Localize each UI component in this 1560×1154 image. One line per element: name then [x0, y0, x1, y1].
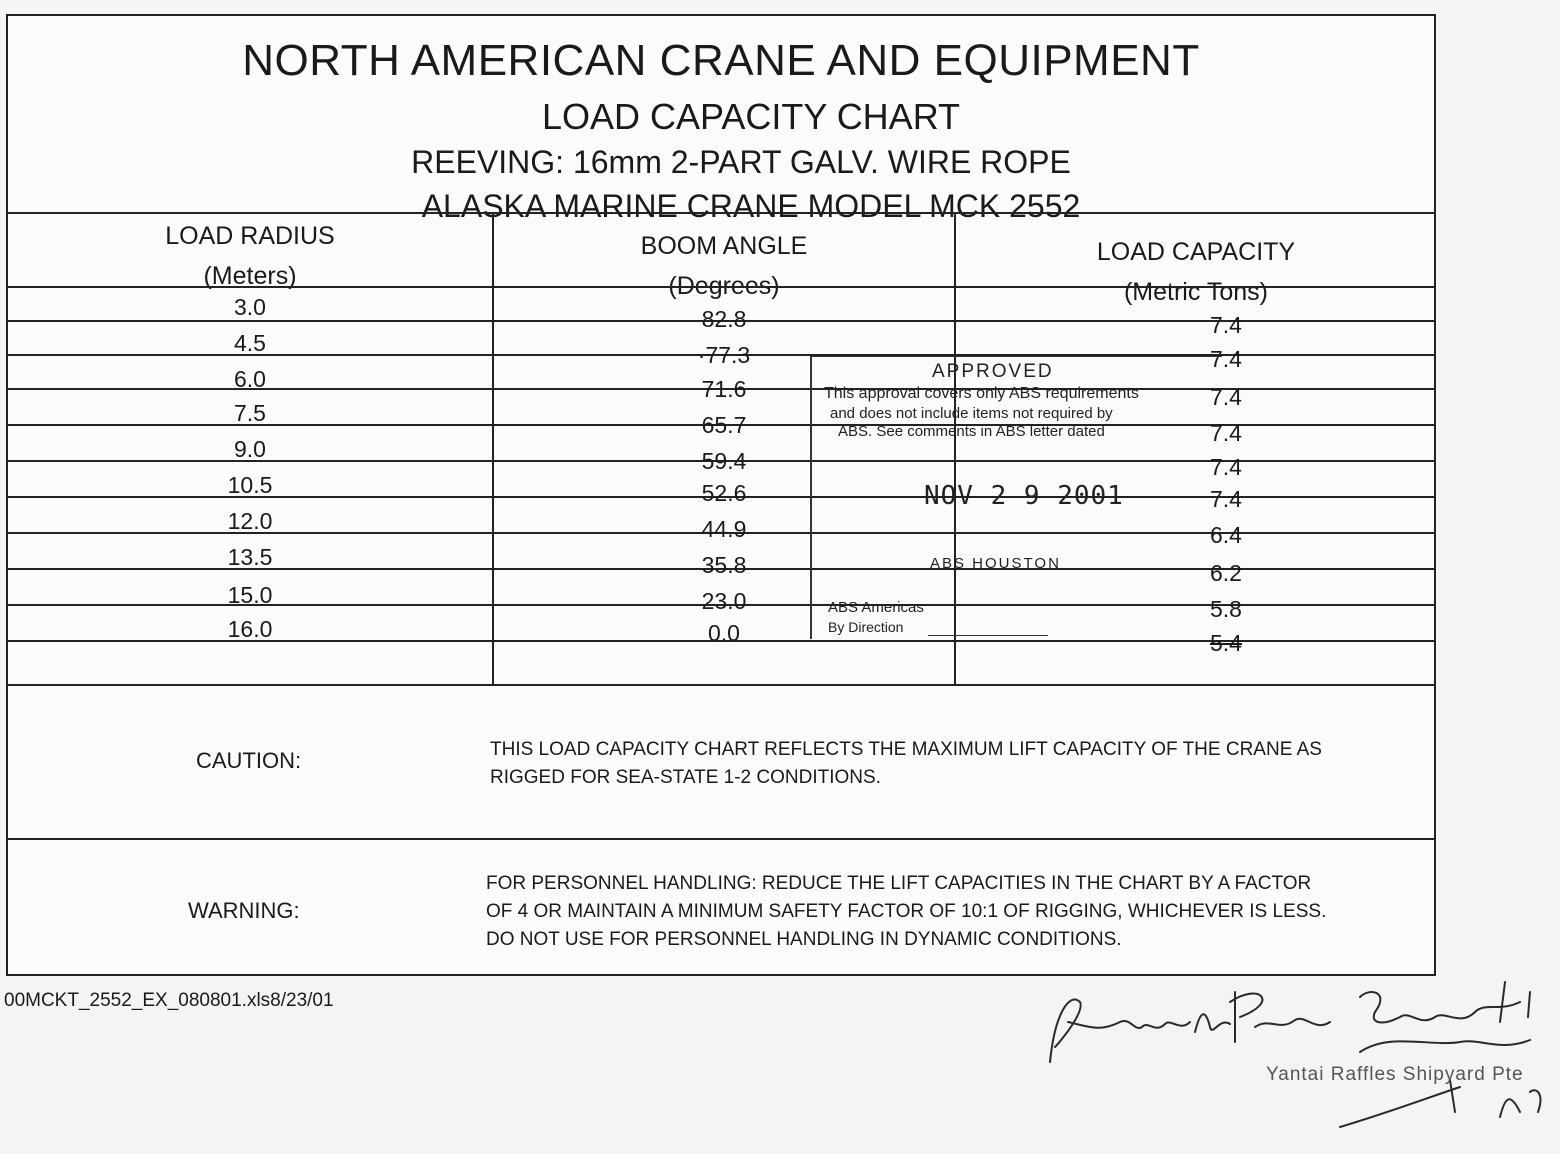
cell-radius: 10.5: [227, 472, 273, 498]
row-rule: [8, 286, 1434, 288]
col-header-angle-unit: (Degrees): [668, 272, 780, 300]
cell-radius: 15.0: [227, 582, 273, 608]
cell-angle: 71.6: [701, 376, 747, 402]
table-bottom-rule: [8, 684, 1434, 686]
cell-capacity: 7.4: [1210, 346, 1242, 372]
stamp-line-3: ABS. See comments in ABS letter dated: [838, 423, 1105, 440]
section-divider: [8, 838, 1434, 840]
cell-angle: 23.0: [701, 588, 747, 614]
reeving-spec: REEVING: 16mm 2-PART GALV. WIRE ROPE: [411, 144, 1071, 180]
cell-angle: 35.8: [701, 552, 747, 578]
cell-radius: 12.0: [227, 508, 273, 534]
cell-capacity: 7.4: [1210, 420, 1242, 446]
col-header-capacity-unit: (Metric Tons): [1123, 278, 1268, 306]
cell-angle: 65.7: [701, 412, 747, 438]
stamp-region: ABS Americas: [828, 599, 924, 616]
cell-angle: 0.0: [708, 620, 740, 646]
crane-model: ALASKA MARINE CRANE MODEL MCK 2552: [421, 188, 1081, 224]
stamp-line-1: This approval covers only ABS requirements: [824, 385, 1139, 402]
cell-capacity: 7.4: [1210, 384, 1242, 410]
col-header-angle-title: BOOM ANGLE: [640, 232, 808, 260]
col-header-angle: [494, 226, 954, 306]
cell-angle: 44.9: [701, 516, 747, 542]
cell-radius: 3.0: [234, 294, 266, 320]
warning-label: WARNING:: [188, 898, 300, 923]
col-header-capacity-title: LOAD CAPACITY: [1096, 238, 1296, 266]
cell-radius: 13.5: [227, 544, 273, 570]
cell-angle: 59.4: [701, 448, 747, 474]
col-header-capacity: [956, 232, 1436, 312]
cell-capacity: 7.4: [1210, 454, 1242, 480]
caution-line-2: RIGGED FOR SEA-STATE 1-2 CONDITIONS.: [490, 767, 881, 788]
cell-radius: 16.0: [227, 616, 273, 642]
source-filename: 00MCKT_2552_EX_080801.xls8/23/01: [4, 990, 334, 1011]
chart-title: LOAD CAPACITY CHART: [541, 96, 961, 137]
cell-capacity: 7.4: [1210, 312, 1242, 338]
cell-capacity: 5.4: [1210, 630, 1242, 656]
shipyard-name: Yantai Raffles Shipyard Pte: [1266, 1064, 1524, 1085]
cell-radius: 7.5: [234, 400, 266, 426]
cell-capacity: 7.4: [1210, 486, 1242, 512]
cell-radius: 9.0: [234, 436, 266, 462]
col-header-radius-title: LOAD RADIUS: [165, 222, 335, 250]
cell-radius: 6.0: [234, 366, 266, 392]
stamp-date: NOV 2 9 2001: [924, 481, 1124, 511]
cell-radius: 4.5: [234, 330, 266, 356]
caution-line-1: THIS LOAD CAPACITY CHART REFLECTS THE MAXIMUM LIFT CAPACITY OF THE CRANE AS: [490, 739, 1322, 760]
caution-label: CAUTION:: [196, 748, 302, 773]
table-top-rule: [8, 212, 1434, 214]
cell-capacity: 6.4: [1210, 522, 1242, 548]
cell-angle: 82.8: [701, 306, 747, 332]
abs-approval-stamp: [810, 356, 1222, 639]
warning-text: [486, 870, 1326, 954]
stamp-approved: APPROVED: [932, 361, 1054, 382]
stamp-signature-line: [928, 635, 1048, 636]
col-header-radius-unit: (Meters): [203, 262, 297, 290]
warning-line-2: OF 4 OR MAINTAIN A MINIMUM SAFETY FACTOR OF 10:1 OF RIGGING, WHICHEVER IS LESS.: [486, 901, 1327, 922]
caution-text: [490, 736, 1322, 792]
stamp-by-direction: By Direction: [828, 619, 904, 635]
warning-line-3: DO NOT USE FOR PERSONNEL HANDLING IN DYNAMIC CONDITIONS.: [486, 929, 1122, 950]
cell-angle: 52.6: [701, 480, 747, 506]
stamp-office: ABS HOUSTON: [930, 555, 1061, 572]
load-capacity-sheet: [6, 14, 1436, 976]
stamp-line-2: and does not include items not required by: [830, 405, 1113, 422]
cell-angle: ·77.3: [697, 342, 751, 368]
cell-capacity: 5.8: [1210, 596, 1242, 622]
company-name: NORTH AMERICAN CRANE AND EQUIPMENT: [242, 36, 1200, 85]
cell-capacity: 6.2: [1210, 560, 1242, 586]
handwritten-approval-signature: [1030, 972, 1550, 1132]
col-header-radius: [8, 216, 492, 296]
warning-line-1: FOR PERSONNEL HANDLING: REDUCE THE LIFT CAPACITIES IN THE CHART BY A FACTOR: [486, 873, 1312, 894]
